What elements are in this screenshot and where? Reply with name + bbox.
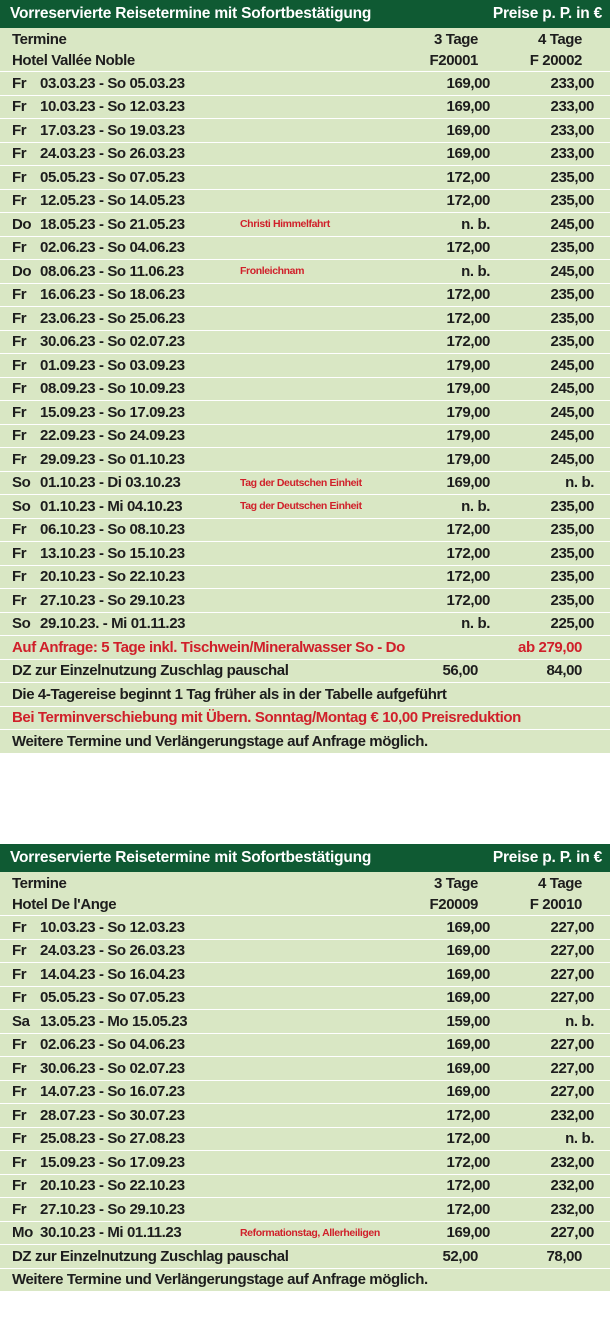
dz-label: DZ zur Einzelnutzung Zuschlag pauschal <box>12 1247 289 1265</box>
weekday: Fr <box>12 1083 27 1101</box>
info-row-reduction <box>0 707 610 731</box>
date-range: 12.05.23 - So 14.05.23 <box>40 192 185 210</box>
date-range: 20.10.23 - So 22.10.23 <box>40 568 185 586</box>
holiday-note: Reformationstag, Allerheiligen <box>240 1226 380 1239</box>
dz-price-4: 84,00 <box>546 662 582 680</box>
dz-price-3: 56,00 <box>442 662 478 680</box>
weekday: Do <box>12 215 32 233</box>
weekday: Fr <box>12 309 27 327</box>
price-3-days: n. b. <box>461 215 490 233</box>
weekday: Fr <box>12 239 27 257</box>
table-row <box>0 1057 610 1081</box>
price-3-days: n. b. <box>461 497 490 515</box>
price-3-days: 169,00 <box>446 74 490 92</box>
price-4-days: 232,00 <box>550 1106 594 1124</box>
price-3-days: 172,00 <box>446 192 490 210</box>
date-range: 25.08.23 - So 27.08.23 <box>40 1130 185 1148</box>
weekday: Fr <box>12 544 27 562</box>
info-row-more <box>0 1269 610 1293</box>
weekday: Fr <box>12 942 27 960</box>
date-range: 14.04.23 - So 16.04.23 <box>40 965 185 983</box>
table-row <box>0 613 610 637</box>
date-range: 14.07.23 - So 16.07.23 <box>40 1083 185 1101</box>
price-4-days: 227,00 <box>550 1224 594 1242</box>
price-4-days: 245,00 <box>550 380 594 398</box>
weekday: Fr <box>12 380 27 398</box>
price-3-days: 169,00 <box>446 1083 490 1101</box>
price-4-days: 233,00 <box>550 121 594 139</box>
holiday-note: Tag der Deutschen Einheit <box>240 476 362 489</box>
weekday: Fr <box>12 918 27 936</box>
date-range: 01.09.23 - So 03.09.23 <box>40 356 185 374</box>
date-range: 23.06.23 - So 25.06.23 <box>40 309 185 327</box>
weekday: Sa <box>12 1012 30 1030</box>
date-range: 29.09.23 - So 01.10.23 <box>40 450 185 468</box>
dz-row <box>0 1245 610 1269</box>
price-4-days: 235,00 <box>550 333 594 351</box>
weekday: Fr <box>12 192 27 210</box>
table-row <box>0 940 610 964</box>
table-row <box>0 963 610 987</box>
info-more-note: Weitere Termine und Verlängerungstage auf Anfrage möglich. <box>12 732 428 750</box>
table-row <box>0 987 610 1011</box>
price-4-days: 235,00 <box>550 168 594 186</box>
price-4-days: 245,00 <box>550 215 594 233</box>
price-4-days: 235,00 <box>550 286 594 304</box>
price-4-days: 227,00 <box>550 918 594 936</box>
price-3-days: 172,00 <box>446 1106 490 1124</box>
date-range: 30.06.23 - So 02.07.23 <box>40 333 185 351</box>
table-row <box>0 237 610 261</box>
price-4-days: 233,00 <box>550 98 594 116</box>
col3-title: 3 Tage <box>433 30 478 48</box>
weekday: Fr <box>12 74 27 92</box>
holiday-note: Christi Himmelfahrt <box>240 218 330 231</box>
table-title: Vorreservierte Reisetermine mit Sofortbestätigung <box>10 849 372 866</box>
date-range: 08.06.23 - So 11.06.23 <box>40 262 184 280</box>
table-row <box>0 1034 610 1058</box>
dz-label: DZ zur Einzelnutzung Zuschlag pauschal <box>12 662 289 680</box>
dz-price-4: 78,00 <box>546 1247 582 1265</box>
date-range: 08.09.23 - So 10.09.23 <box>40 380 185 398</box>
table-title: Vorreservierte Reisetermine mit Sofortbestätigung <box>10 5 372 22</box>
table-row <box>0 1198 610 1222</box>
date-range: 20.10.23 - So 22.10.23 <box>40 1177 185 1195</box>
date-range: 05.05.23 - So 07.05.23 <box>40 168 185 186</box>
price-3-days: 179,00 <box>446 403 490 421</box>
price-3-days: 169,00 <box>446 1224 490 1242</box>
weekday: So <box>12 474 31 492</box>
termine-label: Termine <box>12 874 67 892</box>
date-range: 24.03.23 - So 26.03.23 <box>40 942 185 960</box>
reisetermine-table-de-lange <box>0 844 610 1292</box>
price-4-days: 227,00 <box>550 989 594 1007</box>
price-note: Preise p. P. in € <box>492 849 602 866</box>
price-3-days: 169,00 <box>446 965 490 983</box>
price-3-days: 172,00 <box>446 309 490 327</box>
weekday: Fr <box>12 403 27 421</box>
weekday: Fr <box>12 521 27 539</box>
weekday: Fr <box>12 98 27 116</box>
price-4-days: 245,00 <box>550 427 594 445</box>
date-range: 28.07.23 - So 30.07.23 <box>40 1106 185 1124</box>
weekday: Fr <box>12 333 27 351</box>
table-row <box>0 1151 610 1175</box>
weekday: Fr <box>12 591 27 609</box>
weekday: Fr <box>12 1200 27 1218</box>
date-range: 02.06.23 - So 04.06.23 <box>40 239 185 257</box>
table-row <box>0 401 610 425</box>
col4-title: 4 Tage <box>537 874 582 892</box>
price-4-days: 232,00 <box>550 1200 594 1218</box>
date-range: 22.09.23 - So 24.09.23 <box>40 427 185 445</box>
price-3-days: 172,00 <box>446 568 490 586</box>
weekday: Fr <box>12 121 27 139</box>
price-4-days: 227,00 <box>550 942 594 960</box>
price-3-days: 169,00 <box>446 1059 490 1077</box>
date-range: 24.03.23 - So 26.03.23 <box>40 145 185 163</box>
col3-code: F20009 <box>429 896 478 913</box>
price-4-days: 232,00 <box>550 1153 594 1171</box>
table-row <box>0 260 610 284</box>
col4-code: F 20002 <box>529 52 582 69</box>
dz-row <box>0 660 610 684</box>
table-row <box>0 213 610 237</box>
date-range: 03.03.23 - So 05.03.23 <box>40 74 185 92</box>
price-3-days: 172,00 <box>446 1130 490 1148</box>
price-3-days: 172,00 <box>446 1153 490 1171</box>
price-4-days: n. b. <box>565 1130 594 1148</box>
date-range: 05.05.23 - So 07.05.23 <box>40 989 185 1007</box>
column-header-row <box>0 28 610 50</box>
hotel-row <box>0 894 610 916</box>
table-row <box>0 119 610 143</box>
weekday: Do <box>12 262 32 280</box>
table-row <box>0 143 610 167</box>
price-3-days: 172,00 <box>446 544 490 562</box>
table-row <box>0 354 610 378</box>
holiday-note: Tag der Deutschen Einheit <box>240 500 362 513</box>
weekday: Fr <box>12 427 27 445</box>
table-row <box>0 166 610 190</box>
table-row <box>0 1010 610 1034</box>
table-row <box>0 72 610 96</box>
hotel-name: Hotel Vallée Noble <box>12 52 135 69</box>
date-range: 29.10.23. - Mi 01.11.23 <box>40 615 186 633</box>
price-3-days: 172,00 <box>446 591 490 609</box>
price-3-days: 179,00 <box>446 356 490 374</box>
hotel-row <box>0 50 610 72</box>
price-3-days: 169,00 <box>446 474 490 492</box>
table-row <box>0 1104 610 1128</box>
date-range: 27.10.23 - So 29.10.23 <box>40 591 185 609</box>
col3-code: F20001 <box>429 52 478 69</box>
price-3-days: 172,00 <box>446 521 490 539</box>
weekday: Mo <box>12 1224 33 1242</box>
table-row <box>0 1128 610 1152</box>
table-row <box>0 566 610 590</box>
col4-title: 4 Tage <box>537 30 582 48</box>
weekday: Fr <box>12 168 27 186</box>
table-row <box>0 472 610 496</box>
info-reduction-note: Bei Terminverschiebung mit Übern. Sonntag/Montag € 10,00 Preisreduktion <box>12 709 521 727</box>
weekday: Fr <box>12 1036 27 1054</box>
price-4-days: 235,00 <box>550 192 594 210</box>
date-range: 15.09.23 - So 17.09.23 <box>40 403 185 421</box>
date-range: 10.03.23 - So 12.03.23 <box>40 98 185 116</box>
table-row <box>0 425 610 449</box>
price-3-days: 169,00 <box>446 942 490 960</box>
price-4-days: 227,00 <box>550 1036 594 1054</box>
table-row <box>0 448 610 472</box>
table-row <box>0 378 610 402</box>
price-3-days: 169,00 <box>446 989 490 1007</box>
price-4-days: 235,00 <box>550 544 594 562</box>
price-3-days: 169,00 <box>446 1036 490 1054</box>
table-header <box>0 844 610 872</box>
price-4-days: 227,00 <box>550 965 594 983</box>
date-range: 01.10.23 - Di 03.10.23 <box>40 474 181 492</box>
col3-title: 3 Tage <box>433 874 478 892</box>
weekday: Fr <box>12 1059 27 1077</box>
price-4-days: 245,00 <box>550 356 594 374</box>
date-range: 27.10.23 - So 29.10.23 <box>40 1200 185 1218</box>
price-3-days: 169,00 <box>446 121 490 139</box>
table-row <box>0 1175 610 1199</box>
weekday: Fr <box>12 568 27 586</box>
table-row <box>0 1081 610 1105</box>
price-4-days: 235,00 <box>550 591 594 609</box>
dz-price-3: 52,00 <box>442 1247 478 1265</box>
price-4-days: n. b. <box>565 474 594 492</box>
price-3-days: 172,00 <box>446 1177 490 1195</box>
table-row <box>0 96 610 120</box>
weekday: Fr <box>12 965 27 983</box>
table-row <box>0 542 610 566</box>
date-range: 01.10.23 - Mi 04.10.23 <box>40 497 183 515</box>
weekday: So <box>12 615 31 633</box>
weekday: Fr <box>12 1106 27 1124</box>
anfrage-row <box>0 636 610 660</box>
weekday: Fr <box>12 356 27 374</box>
price-3-days: 172,00 <box>446 286 490 304</box>
price-3-days: 172,00 <box>446 1200 490 1218</box>
price-3-days: 169,00 <box>446 918 490 936</box>
price-4-days: 225,00 <box>550 615 594 633</box>
weekday: Fr <box>12 989 27 1007</box>
holiday-note: Fronleichnam <box>240 265 305 278</box>
table-row <box>0 519 610 543</box>
price-3-days: n. b. <box>461 262 490 280</box>
price-4-days: 232,00 <box>550 1177 594 1195</box>
weekday: Fr <box>12 286 27 304</box>
weekday: Fr <box>12 1177 27 1195</box>
date-range: 10.03.23 - So 12.03.23 <box>40 918 185 936</box>
price-3-days: 172,00 <box>446 168 490 186</box>
price-4-days: 235,00 <box>550 309 594 327</box>
info-row-more <box>0 730 610 754</box>
anfrage-price: ab 279,00 <box>518 638 582 656</box>
table-row <box>0 190 610 214</box>
price-3-days: 179,00 <box>446 380 490 398</box>
price-4-days: 227,00 <box>550 1083 594 1101</box>
price-3-days: 169,00 <box>446 98 490 116</box>
column-header-row <box>0 872 610 894</box>
price-4-days: 227,00 <box>550 1059 594 1077</box>
date-rows <box>0 72 610 636</box>
date-range: 02.06.23 - So 04.06.23 <box>40 1036 185 1054</box>
price-4-days: 235,00 <box>550 239 594 257</box>
date-range: 18.05.23 - So 21.05.23 <box>40 215 185 233</box>
table-row <box>0 1222 610 1246</box>
price-3-days: 172,00 <box>446 239 490 257</box>
price-3-days: 179,00 <box>446 450 490 468</box>
price-3-days: 179,00 <box>446 427 490 445</box>
price-4-days: 245,00 <box>550 403 594 421</box>
date-range: 06.10.23 - So 08.10.23 <box>40 521 185 539</box>
anfrage-label: Auf Anfrage: 5 Tage inkl. Tischwein/Mineralwasser So - Do <box>12 638 405 656</box>
hotel-name: Hotel De l'Ange <box>12 896 117 913</box>
price-4-days: 245,00 <box>550 262 594 280</box>
table-row <box>0 916 610 940</box>
date-range: 13.10.23 - So 15.10.23 <box>40 544 185 562</box>
price-4-days: 235,00 <box>550 497 594 515</box>
info-more-note: Weitere Termine und Verlängerungstage auf Anfrage möglich. <box>12 1271 428 1289</box>
date-range: 17.03.23 - So 19.03.23 <box>40 121 185 139</box>
table-row <box>0 331 610 355</box>
table-row <box>0 284 610 308</box>
price-3-days: n. b. <box>461 615 490 633</box>
info-start-note: Die 4-Tagereise beginnt 1 Tag früher als in der Tabelle aufgeführt <box>12 685 447 703</box>
price-4-days: 235,00 <box>550 568 594 586</box>
date-range: 13.05.23 - Mo 15.05.23 <box>40 1012 188 1030</box>
info-row-start <box>0 683 610 707</box>
weekday: Fr <box>12 450 27 468</box>
table-header <box>0 0 610 28</box>
price-4-days: 245,00 <box>550 450 594 468</box>
date-range: 15.09.23 - So 17.09.23 <box>40 1153 185 1171</box>
table-row <box>0 589 610 613</box>
price-4-days: 233,00 <box>550 74 594 92</box>
price-4-days: 235,00 <box>550 521 594 539</box>
price-note: Preise p. P. in € <box>492 5 602 22</box>
price-3-days: 159,00 <box>446 1012 490 1030</box>
price-4-days: n. b. <box>565 1012 594 1030</box>
weekday: Fr <box>12 145 27 163</box>
date-rows <box>0 916 610 1245</box>
weekday: So <box>12 497 31 515</box>
table-row <box>0 307 610 331</box>
termine-label: Termine <box>12 30 67 48</box>
price-3-days: 169,00 <box>446 145 490 163</box>
weekday: Fr <box>12 1130 27 1148</box>
weekday: Fr <box>12 1153 27 1171</box>
date-range: 16.06.23 - So 18.06.23 <box>40 286 185 304</box>
col4-code: F 20010 <box>529 896 582 913</box>
price-3-days: 172,00 <box>446 333 490 351</box>
date-range: 30.06.23 - So 02.07.23 <box>40 1059 185 1077</box>
table-row <box>0 495 610 519</box>
price-4-days: 233,00 <box>550 145 594 163</box>
date-range: 30.10.23 - Mi 01.11.23 <box>40 1224 182 1242</box>
